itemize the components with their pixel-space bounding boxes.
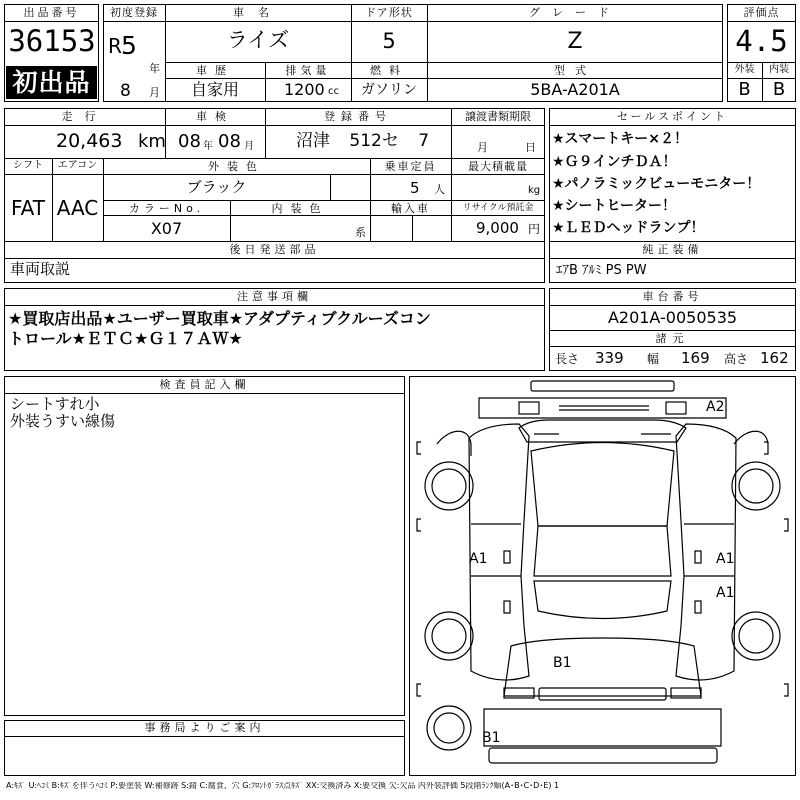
dims-label: 諸元 [655, 332, 690, 345]
car-name-label: 車名 [233, 6, 283, 19]
exterior-color-label: 外装色 [208, 160, 265, 173]
recycle-label: リサイクル預託金 [462, 203, 534, 213]
history-label: 車歴 [196, 64, 234, 77]
damage-mark-a1-right: A1 [716, 551, 735, 567]
exterior-score-label: 外装 [734, 64, 755, 75]
sales-point-1: ★スマートキー×２！ [552, 131, 689, 147]
max-load-label: 最大積載量 [468, 160, 528, 173]
registration-month-unit: 月 [149, 86, 160, 99]
grade-label: グレード [529, 6, 621, 19]
damage-mark-b1-center: B1 [553, 655, 572, 671]
inspector-label: 検査員記入欄 [159, 378, 250, 391]
office-label: 事務局よりご案内 [144, 721, 265, 734]
sales-point-4: ★シートヒーター！ [552, 198, 676, 214]
damage-mark-a1-right-2: A1 [716, 585, 735, 601]
plate-label: 登録番号 [324, 110, 392, 123]
first-listing-badge: 初出品 [6, 66, 97, 99]
width-value: 169 [681, 349, 710, 367]
inspection-year: 08 [178, 131, 201, 152]
registration-year: 5 [121, 31, 137, 60]
fuel-label: 燃料 [370, 64, 408, 77]
notes-line-2: トロール★ＥＴＣ★Ｇ１７ＡＷ★ [8, 329, 243, 348]
mileage-value: 20,463 [56, 130, 123, 152]
registration-year-unit: 年 [149, 62, 160, 75]
displacement-label: 排気量 [285, 64, 331, 77]
chassis-value: A201A-0050535 [607, 308, 738, 327]
inspector-line-1: シートすれ小 [10, 395, 100, 413]
exterior-color-value: ブラック [186, 178, 247, 196]
registration-month: 8 [120, 81, 131, 101]
later-parts-value: 車両取説 [10, 260, 71, 278]
inspection-year-unit: 年 [203, 141, 213, 152]
damage-mark-b1-bottom: B1 [482, 730, 501, 746]
mileage-label: 走行 [61, 110, 108, 123]
interior-color-unit: 系 [355, 226, 366, 239]
length-value: 339 [595, 349, 624, 367]
damage-mark-a1-left: A1 [469, 551, 488, 567]
capacity-unit: 人 [434, 183, 445, 196]
recycle-value: 9,000 [476, 219, 519, 237]
shift-label: シフト [13, 160, 43, 171]
car-diagram [409, 376, 796, 776]
model-label: 型式 [554, 64, 596, 77]
registration-era: R [108, 34, 122, 58]
transfer-label: 譲渡書類期限 [465, 110, 531, 123]
shift-value: FAT [10, 196, 45, 220]
recycle-unit: 円 [528, 222, 541, 236]
model-value: 5BA-A201A [530, 80, 620, 99]
sales-point-2: ★Ｇ９インチＤＡ！ [552, 154, 677, 170]
height-label: 高さ [724, 352, 749, 366]
max-load-unit: kg [528, 185, 541, 196]
plate-value: 沼津 512セ 7 [296, 131, 430, 151]
door-label: ドア形状 [365, 6, 413, 19]
height-value: 162 [760, 349, 789, 367]
transfer-day-unit: 日 [525, 141, 536, 154]
inspection-month-unit: 月 [244, 141, 254, 152]
exterior-score-value: B [738, 79, 751, 100]
length-label: 長さ [555, 352, 580, 366]
aircon-label: エアコン [57, 160, 98, 171]
fuel-value: ガソリン [361, 82, 417, 98]
capacity-label: 乗車定員 [384, 160, 437, 173]
color-no-value: X07 [150, 219, 183, 238]
import-label: 輸入車 [391, 202, 430, 215]
registration-label: 初度登録 [110, 6, 158, 19]
interior-color-label: 内装色 [271, 202, 329, 215]
score-label: 評価点 [743, 6, 780, 19]
equipment-value: ｴｱB ｱﾙﾐ PS PW [556, 263, 647, 278]
displacement-unit: cc [328, 86, 339, 97]
equipment-label: 純正装備 [642, 243, 703, 256]
notes-line-1: ★買取店出品★ユーザー買取車★アダプティブクルーズコン [8, 309, 431, 328]
transfer-month-unit: 月 [477, 141, 488, 154]
inspection-label: 車検 [196, 110, 234, 123]
sales-point-5: ★ＬＥＤヘッドランプ！ [552, 220, 705, 236]
score-value: 4.5 [735, 24, 788, 58]
inspection-month: 08 [218, 131, 241, 152]
door-value: 5 [382, 29, 396, 53]
sales-points-label: セールスポイント [616, 110, 728, 123]
notes-label: 注意事項欄 [237, 290, 312, 303]
car-name-value: ライズ [226, 28, 290, 52]
aircon-value: AAC [56, 196, 99, 220]
damage-legend: A:ｷｽﾞ U:ﾍｺﾐ B:ｷｽﾞを伴うﾍｺﾐ P:要塗装 W:補修跡 S:錆 C:腐食、穴 G:ﾌﾛﾝﾄｶﾞﾗｽ点ｷｽﾞ XX:交換済み X:要交換 欠:欠品 内外装評価 5段階ﾗﾝｸ順(A･B･C･D･E) 1 [6, 782, 560, 790]
mileage-unit: km [138, 131, 166, 152]
width-label: 幅 [647, 352, 660, 366]
inspector-line-2: 外装うすい線傷 [10, 412, 116, 430]
capacity-value: 5 [410, 179, 420, 197]
sales-point-3: ★パノラミックビューモニター！ [552, 176, 761, 192]
displacement-value: 1200 [284, 80, 325, 99]
lot-label: 出品番号 [23, 6, 80, 19]
color-no-label: カラーNo. [128, 202, 205, 215]
chassis-label: 車台番号 [642, 290, 703, 303]
lot-number: 36153 [8, 24, 96, 58]
damage-mark-a2: A2 [706, 399, 725, 415]
history-value: 自家用 [190, 80, 239, 99]
interior-score-label: 内装 [769, 64, 789, 75]
later-parts-label: 後日発送部品 [229, 243, 320, 256]
grade-value: Z [567, 29, 583, 54]
interior-score-value: B [772, 79, 786, 100]
